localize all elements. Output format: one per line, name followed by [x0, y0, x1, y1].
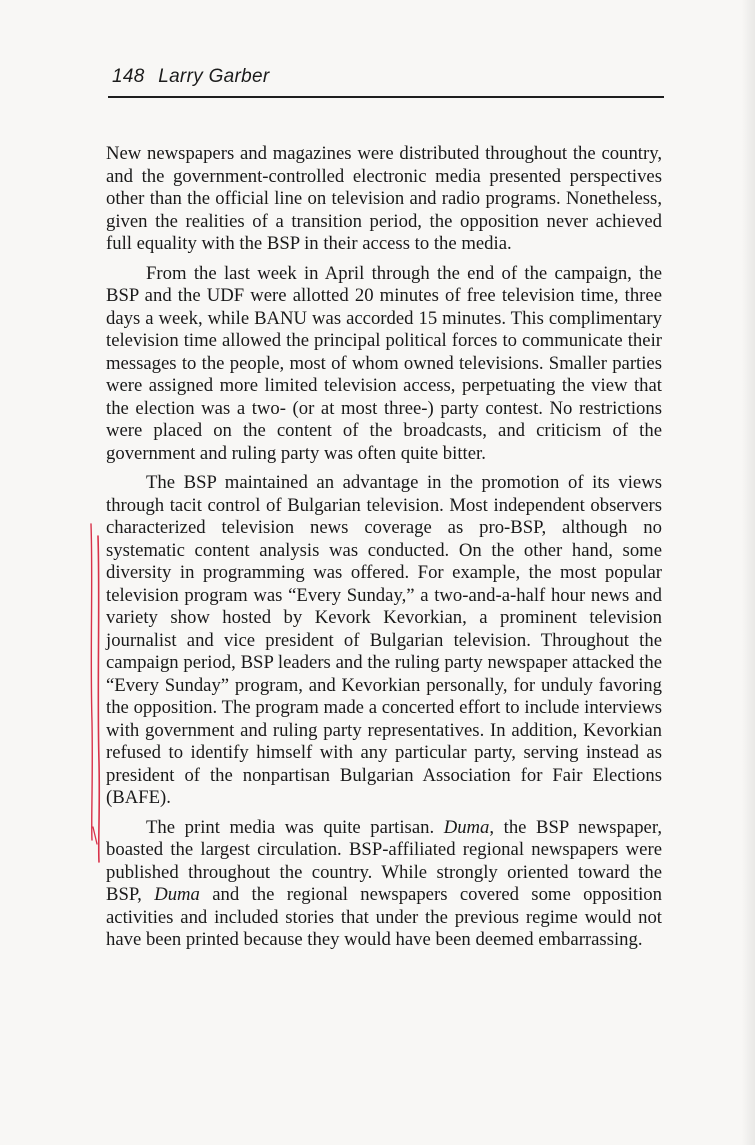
running-head-author: Larry Garber [158, 66, 270, 87]
body-text [106, 143, 662, 959]
handwritten-margin-mark [80, 522, 106, 867]
running-head [112, 66, 270, 88]
paragraph-2 [106, 263, 662, 466]
text-run: , the BSP newspaper, boasted the largest circulation. BSP-affiliated regional newspapers were published throughout the country. While strongly oriented toward the BSP, [106, 816, 662, 905]
text-run: New newspapers and magazines were distributed throughout the country, and the government-controlled electronic media presented perspectives other than the official line on television and radio programs. Nonetheless, given the realities of a transition period, the opposition never achieved full equality with the BSP in their access to the media. [106, 143, 662, 254]
paragraph-1 [106, 143, 662, 256]
text-run: From the last week in April through the end of the campaign, the BSP and the UDF were allotted 20 minutes of free television time, three days a week, while BANU was accorded 15 minutes. This complimentary television time allowed the principal political forces to communicate their messages to the people, most of whom owned televisions. Smaller parties were assigned more limited television access, perpetuating the view that the election was a two- (or at most three-) party contest. No restrictions were placed on the content of the broadcasts, and criticism of the government and ruling party was often quite bitter. [106, 262, 662, 464]
paragraph-3 [106, 472, 662, 810]
italic-title: Duma [154, 884, 200, 905]
text-run: The BSP maintained an advantage in the promotion of its views through tacit control of Bulgarian television. Most independent observers characterized television news coverage as pro-BSP, although no systematic content analysis was conducted. On the other hand, some diversity in programming was offered. For example, the most popular television program was “Every Sunday,” a two-and-a-half hour news and variety show hosted by Kevork Kevorkian, a prominent television journalist and vice president of Bulgarian television. Throughout the campaign period, BSP leaders and the ruling party newspaper attacked the “Every Sunday” program, and Kevorkian personally, for unduly favoring the opposition. The program made a concerted effort to include interviews with government and ruling party representatives. In addition, Kevorkian refused to identify himself with any particular party, serving instead as president of the nonpartisan Bulgarian Association for Fair Elections (BAFE). [106, 472, 662, 808]
italic-title: Duma [443, 816, 490, 838]
page-number: 148 [112, 66, 145, 87]
text-run: and the regional newspapers covered some opposition activities and included stories that under the previous regime would not have been printed because they would have been deemed embarrassing. [106, 884, 662, 950]
paragraph-4 [106, 817, 662, 952]
text-run: The print media was quite partisan. [146, 816, 444, 838]
header-rule [108, 96, 664, 98]
